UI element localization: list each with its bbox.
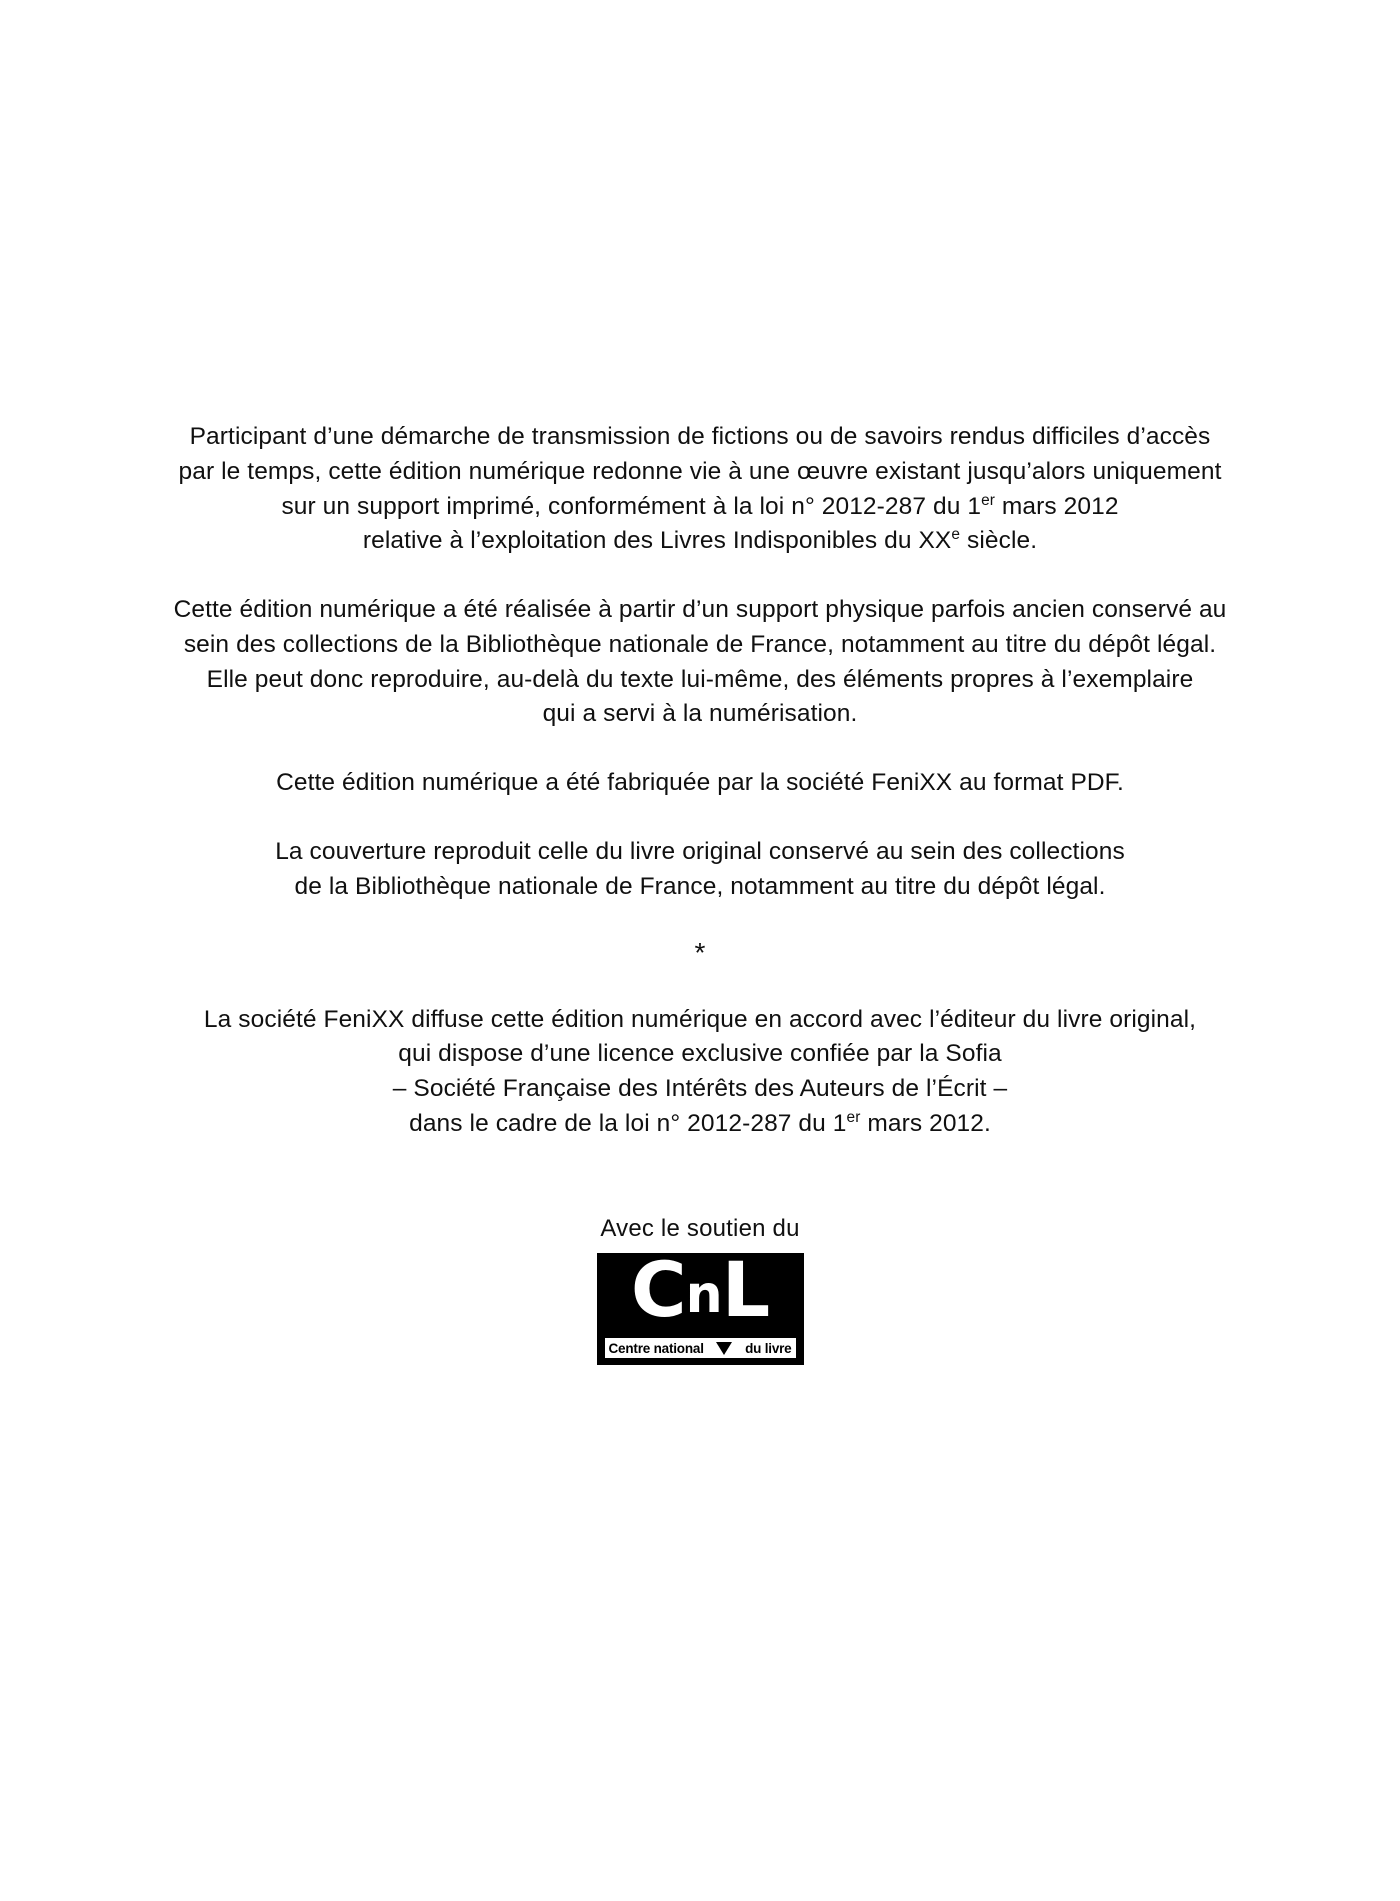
paragraph-transmission-line-3: sur un support imprimé, conformément à la loi n° 2012-287 du 1er mars 2012 bbox=[281, 491, 1119, 520]
support-label: Avec le soutien du bbox=[600, 1215, 800, 1242]
paragraph-support-physique-line-1: Cette édition numérique a été réalisée à partir d’un support physique parfois ancien conservé au bbox=[173, 596, 1227, 624]
cnl-acronym bbox=[597, 1253, 804, 1334]
paragraph-couverture-line-2: de la Bibliothèque nationale de France, notamment au titre du dépôt légal. bbox=[294, 872, 1106, 900]
paragraph-support-physique-line-2: sein des collections de la Bibliothèque nationale de France, notamment au titre du dépôt légal. bbox=[183, 630, 1217, 658]
cnl-letter-l: L bbox=[721, 1253, 770, 1334]
cnl-logo bbox=[597, 1253, 804, 1365]
cnl-letter-n: n bbox=[685, 1265, 722, 1325]
paragraph-fabrication bbox=[120, 766, 1280, 801]
paragraph-diffusion-line-1: La société FeniXX diffuse cette édition numérique en accord avec l’éditeur du livre original, bbox=[203, 1005, 1197, 1033]
paragraph-couverture-line-1: La couverture reproduit celle du livre original conservé au sein des collections bbox=[275, 838, 1125, 866]
paragraph-transmission-line-1: Participant d’une démarche de transmission de fictions ou de savoirs rendus difficiles d’accès bbox=[189, 423, 1211, 450]
legal-notice-block bbox=[120, 420, 1280, 1142]
paragraph-diffusion bbox=[120, 1003, 1280, 1142]
paragraph-transmission-line-4: relative à l’exploitation des Livres Indisponibles du XXe siècle. bbox=[362, 526, 1038, 555]
paragraph-transmission bbox=[120, 420, 1280, 559]
paragraph-diffusion-line-2: qui dispose d’une licence exclusive confiée par la Sofia bbox=[398, 1040, 1002, 1068]
paragraph-diffusion-line-3: – Société Française des Intérêts des Auteurs de l’Écrit – bbox=[392, 1075, 1008, 1103]
section-separator-asterisk: * bbox=[694, 936, 706, 968]
paragraph-transmission-line-2: par le temps, cette édition numérique redonne vie à une œuvre existant jusqu’alors uniquement bbox=[178, 457, 1222, 485]
cnl-tagline-right: du livre bbox=[745, 1340, 792, 1356]
cnl-letter-c: C bbox=[630, 1253, 686, 1334]
paragraph-diffusion-line-4: dans le cadre de la loi n° 2012-287 du 1er mars 2012. bbox=[409, 1108, 991, 1137]
paragraph-fabrication-line-1: Cette édition numérique a été fabriquée par la société FeniXX au format PDF. bbox=[276, 769, 1124, 797]
paragraph-couverture bbox=[120, 835, 1280, 905]
support-block bbox=[0, 1215, 1400, 1370]
paragraph-support-physique-line-4: qui a servi à la numérisation. bbox=[542, 700, 858, 728]
triangle-icon bbox=[716, 1342, 732, 1355]
cnl-tagline-left: Centre national bbox=[608, 1340, 704, 1356]
cnl-tagline bbox=[605, 1338, 796, 1358]
paragraph-support-physique bbox=[120, 593, 1280, 732]
paragraph-support-physique-line-3: Elle peut donc reproduire, au-delà du texte lui-même, des éléments propres à l’exemplaire bbox=[206, 665, 1194, 693]
